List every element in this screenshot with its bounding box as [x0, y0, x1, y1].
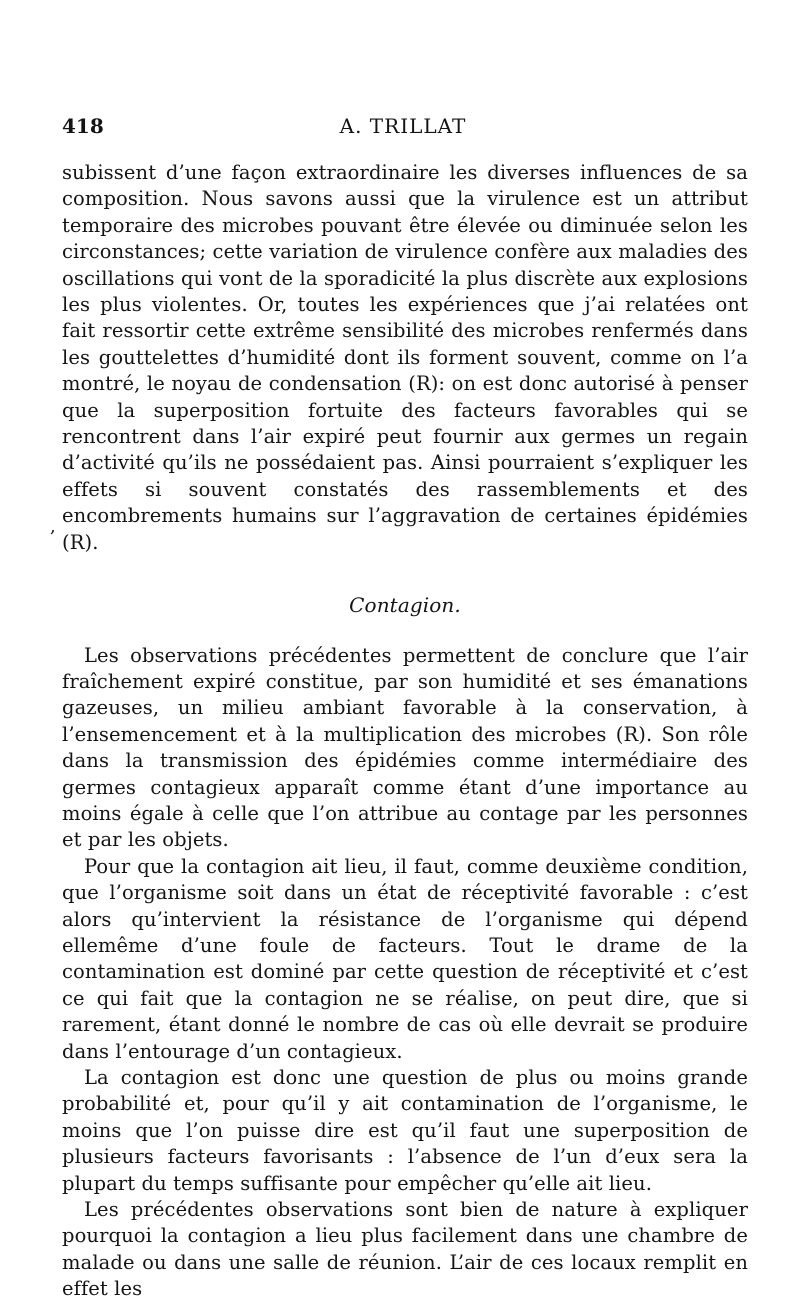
paragraph: La contagion est donc une question de plus ou moins grande probabilité et, pour qu’il y ait contamination de l’organisme, le moins que l’on puisse dire est qu’il faut une superposition de plusieurs facteurs favorisants : l’absence de l’un d’eux sera la plupart du temps suffisante pour empêcher qu’elle ait lieu.	[62, 1066, 748, 1195]
page-header	[62, 114, 744, 144]
page-number: 418	[62, 114, 104, 138]
running-head: A. TRILLAT	[339, 114, 467, 138]
paragraph: Les observations précédentes permettent de conclure que l’air fraîchement expiré constitue, par son humidité et ses émanations gazeuses, un milieu ambiant favorable à la conservation, à l’ensemencement et à la multiplication des microbes (R). Son rôle dans la transmission des épidémies comme intermédiaire des germes contagieux apparaît comme étant d’une importance au moins égale à celle que l’on attribue au contage par les personnes et par les objets.	[62, 643, 748, 852]
paragraph-continued: subissent d’une façon extraordinaire les diverses influences de sa composition. Nous savons aussi que la virulence est un attribut temporaire des microbes pouvant être élevée ou diminuée selon les circonstances; cette variation de virulence confère aux maladies des oscillations qui vont de la sporadicité la plus discrète aux explosions les plus violentes. Or, toutes les expériences que j’ai relatées ont fait ressortir cette extrême sensibilité des microbes renfermés dans les gouttelettes d’humidité dont ils forment souvent, comme on l’a montré, le noyau de condensation (R): on est donc autorisé à penser que la superposition fortuite des facteurs favorables qui se rencontrent dans l’air expiré peut fournir aux germes un regain d’activité qu’ils ne possédaient pas. Ainsi pourraient s’expliquer les effets si souvent constatés des rassemblements et des encombrements humains sur l’aggravation de certaines épidémies (R).	[62, 161, 748, 554]
body-text	[62, 160, 748, 1303]
margin-mark: ,	[50, 516, 56, 537]
paragraph: Pour que la contagion ait lieu, il faut, comme deuxième condition, que l’organisme soit dans un état de réceptivité favorable : c’est alors qu’intervient la résistance de l’organisme qui dépend ellemême d’une foule de facteurs. Tout le drame de la contamination est dominé par cette question de réceptivité et c’est ce qui fait que la contagion ne se réalise, on peut dire, que si rarement, étant donné le nombre de cas où elle devrait se produire dans l’entourage d’un contagieux.	[62, 854, 748, 1063]
paragraph: Les précédentes observations sont bien de nature à expliquer pourquoi la contagion a lieu plus facilement dans une chambre de malade ou dans une salle de réunion. L’air de ces locaux remplit en effet les	[62, 1198, 748, 1301]
section-title: Contagion.	[349, 593, 461, 618]
